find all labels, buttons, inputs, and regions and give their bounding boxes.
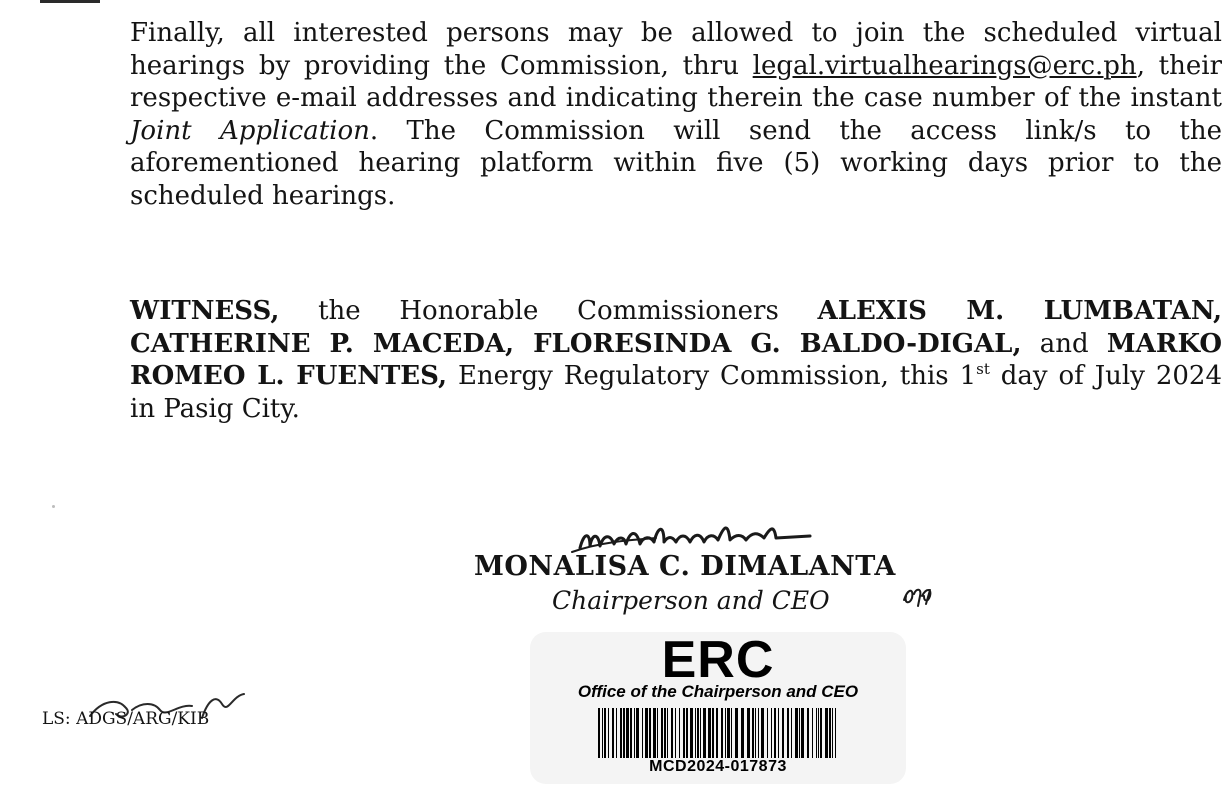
barcode-bar [636,708,639,758]
witness-text-2: and [1021,328,1107,359]
barcode-bar [832,708,833,758]
signatory-name: MONALISA C. DIMALANTA [474,551,896,582]
barcode-bar [787,708,789,758]
stamp-office: Office of the Chairperson and CEO [577,682,859,701]
barcode-bar [735,708,738,758]
stamp-agency: ERC [661,631,775,689]
barcode-bar [721,708,723,758]
email-link[interactable]: legal.virtualhearings@erc.ph [752,50,1137,81]
hearing-access-paragraph [40,17,1222,212]
barcode-bar [731,708,732,758]
barcode-bar [671,708,673,758]
barcode-bar [791,708,792,758]
barcode-bar [816,708,817,758]
witness-text-4: day of July 2024 in Pasig City. [130,361,1222,424]
barcode-bar [612,708,614,758]
barcode-bar [716,708,718,758]
barcode-bar [664,708,666,758]
barcode-bar [642,708,643,758]
witness-word: WITNESS, [130,296,280,326]
barcode-bar [801,708,804,758]
barcode-bar [818,708,819,758]
barcode-bar [667,708,668,758]
barcode-bar [820,708,822,758]
barcode-bar [835,708,836,758]
joint-application-term: Joint Application [130,115,370,146]
barcode-bar [690,708,693,758]
barcode-bar [620,708,622,758]
commissioner-names-2: MARKO ROMEO L. FUENTES, [130,328,1222,391]
barcode-bar [686,708,688,758]
barcode-bar [829,708,831,758]
barcode-bar [767,708,768,758]
barcode-bar [761,708,764,758]
barcode-bar [755,708,756,758]
signatory-title: Chairperson and CEO [552,586,830,615]
barcode-bar [679,708,680,758]
barcode-bar [712,708,714,758]
barcode-bar [812,708,813,758]
barcode-bar [645,708,648,758]
barcode-bar [703,708,706,758]
barcode-bar [657,708,658,758]
barcode-bar [608,708,609,758]
barcode-bar [708,708,711,758]
barcode-bar [782,708,784,758]
barcode [598,708,836,758]
initials-line: LS: ADGS/ARG/KIB [42,709,210,729]
commissioner-names-1: ALEXIS M. LUMBATAN, CATHERINE P. MACEDA, FLORESINDA G. BALDO-DIGAL, [130,296,1222,359]
barcode-bar [683,708,685,758]
witness-text-1: the Honorable Commissioners [279,296,818,326]
scan-speck [52,505,55,508]
barcode-bar [752,708,754,758]
barcode-bar [630,708,632,758]
barcode-bar [795,708,798,758]
paragraph1-lead: Finally, all interested persons may be allowed to join the scheduled virtual hearings by providing the Commission, thru [130,18,1222,81]
stamp-code: MCD2024-017873 [649,758,787,775]
barcode-bar [771,708,772,758]
barcode-bar [774,708,776,758]
barcode-bar [758,708,759,758]
barcode-bar [602,708,603,758]
barcode-bar [695,708,696,758]
barcode-bar [825,708,828,758]
barcode-bar [649,708,651,758]
barcode-bar [598,708,600,758]
barcode-bar [634,708,635,758]
erc-receiving-stamp [530,632,906,784]
barcode-bar [697,708,699,758]
barcode-bar [653,708,656,758]
barcode-bar [741,708,744,758]
barcode-bar [799,708,800,758]
barcode-bar [623,708,625,758]
barcode-bar [616,708,617,758]
day-suffix: st [976,360,990,378]
witness-paragraph [40,295,1222,425]
barcode-bar [700,708,701,758]
paragraph1-middle: , their respective e-mail addresses and indicating therein the case number of the instant [130,50,1222,113]
top-rule [40,0,100,3]
paragraph1-tail: . The Commission will send the access link/s to the aforementioned hearing platform within five (5) working days prior to the scheduled hearings. [130,115,1222,211]
barcode-bar [747,708,750,758]
barcode-bar [675,708,676,758]
barcode-bar [807,708,809,758]
witness-text-3: Energy Regulatory Commission, this 1 [447,361,977,391]
barcode-bar [727,708,730,758]
barcode-bar [725,708,726,758]
barcode-bar [661,708,663,758]
barcode-bar [626,708,629,758]
barcode-bar [778,708,779,758]
barcode-bar [604,708,606,758]
handwritten-initials-mark [900,584,940,608]
